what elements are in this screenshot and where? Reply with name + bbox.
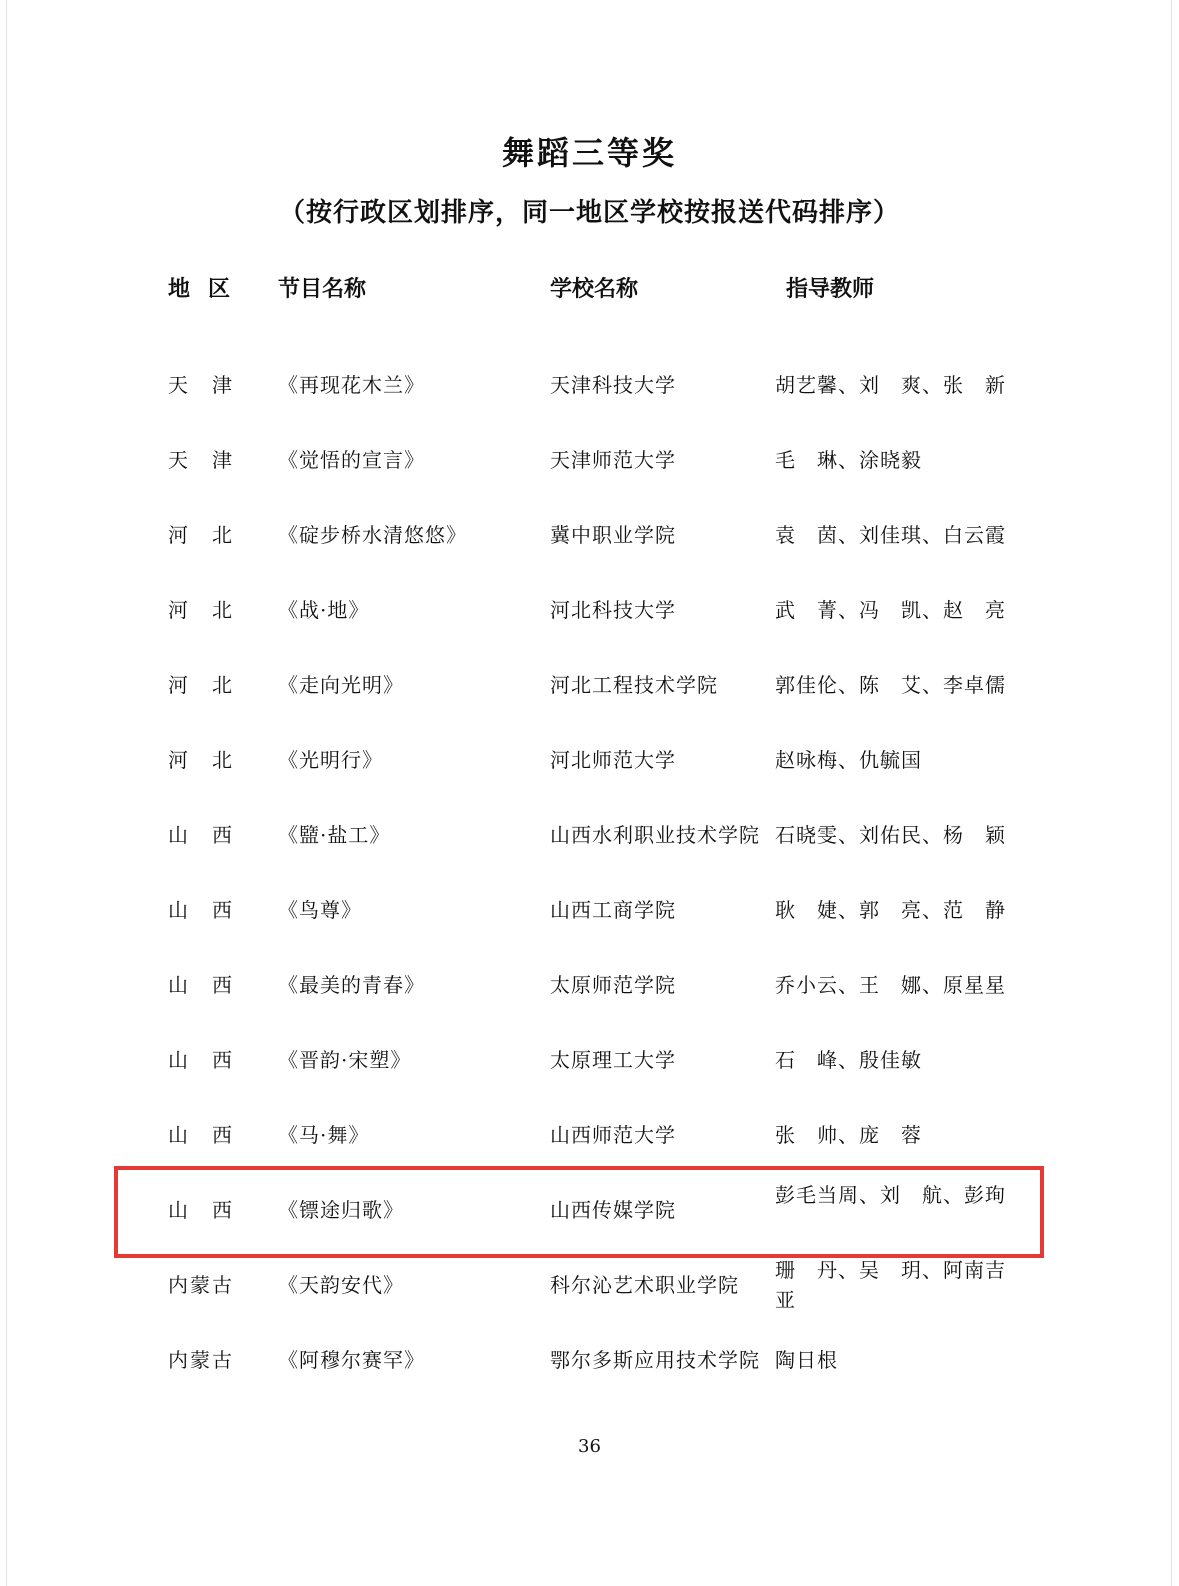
table-row [0, 1120, 1179, 1160]
row-region: 山 西 [168, 898, 234, 922]
row-program: 《战·地》 [278, 598, 370, 622]
row-school: 河北科技大学 [550, 598, 676, 622]
row-region: 内蒙古 [168, 1273, 234, 1297]
page-title: 舞蹈三等奖 [501, 134, 677, 172]
row-school: 天津师范大学 [550, 448, 676, 472]
table-row [0, 520, 1179, 560]
row-program: 《阿穆尔赛罕》 [278, 1348, 425, 1372]
header-school: 学校名称 [550, 277, 639, 302]
table-row [0, 1258, 1179, 1312]
row-school: 冀中职业学院 [550, 523, 676, 547]
row-school: 河北师范大学 [550, 748, 676, 772]
header-teacher: 指导教师 [786, 277, 875, 302]
page-number: 36 [578, 1436, 601, 1457]
row-region: 河 北 [168, 598, 234, 622]
row-teacher: 石 峰、殷佳敏 [775, 1048, 922, 1072]
row-region: 天 津 [168, 373, 234, 397]
row-region: 内蒙古 [168, 1348, 234, 1372]
row-program: 《再现花木兰》 [278, 373, 425, 397]
row-program: 《晋韵·宋塑》 [278, 1048, 412, 1072]
row-teacher: 武 菁、冯 凯、赵 亮 [775, 598, 1006, 622]
row-region: 山 西 [168, 973, 234, 997]
row-region: 山 西 [168, 823, 234, 847]
row-school: 鄂尔多斯应用技术学院 [550, 1348, 760, 1372]
row-program: 《碇步桥水清悠悠》 [278, 523, 467, 547]
row-region: 河 北 [168, 523, 234, 547]
row-teacher: 袁 茵、刘佳琪、白云霞 [775, 523, 1006, 547]
row-school: 太原理工大学 [550, 1048, 676, 1072]
row-teacher: 耿 婕、郭 亮、范 静 [775, 898, 1006, 922]
row-program: 《天韵安代》 [278, 1273, 404, 1297]
row-program: 《光明行》 [278, 748, 383, 772]
row-teacher: 彭毛当周、刘 航、彭珣 [775, 1183, 1006, 1207]
table-row [0, 820, 1179, 860]
table-row [0, 970, 1179, 1010]
row-region: 山 西 [168, 1048, 234, 1072]
table-row [0, 745, 1179, 785]
row-region: 山 西 [168, 1198, 234, 1222]
row-teacher: 陶日根 [775, 1348, 838, 1372]
table-row [0, 670, 1179, 710]
page-subtitle: （按行政区划排序，同一地区学校按报送代码排序） [278, 198, 900, 228]
table-row [0, 1045, 1179, 1085]
table-row [0, 595, 1179, 635]
row-teacher: 珊 丹、吴 玥、阿南吉亚 [775, 1258, 1006, 1312]
row-teacher: 赵咏梅、仇毓国 [775, 748, 922, 772]
row-program: 《最美的青春》 [278, 973, 425, 997]
row-school: 山西传媒学院 [550, 1198, 676, 1222]
row-school: 山西工商学院 [550, 898, 676, 922]
row-school: 山西水利职业技术学院 [550, 823, 760, 847]
row-school: 山西师范大学 [550, 1123, 676, 1147]
highlight-box [114, 1166, 1044, 1258]
row-teacher: 毛 琳、涂晓毅 [775, 448, 922, 472]
row-teacher: 张 帅、庞 蓉 [775, 1123, 922, 1147]
table-row [0, 1345, 1179, 1385]
row-school: 科尔沁艺术职业学院 [550, 1273, 739, 1297]
row-region: 河 北 [168, 748, 234, 772]
table-row [0, 895, 1179, 935]
header-program: 节目名称 [278, 277, 367, 302]
row-program: 《走向光明》 [278, 673, 404, 697]
row-school: 太原师范学院 [550, 973, 676, 997]
header-region: 地区 [168, 277, 249, 302]
row-teacher: 胡艺馨、刘 爽、张 新 [775, 373, 1006, 397]
row-teacher: 郭佳伦、陈 艾、李卓儒 [775, 673, 1006, 697]
row-school: 天津科技大学 [550, 373, 676, 397]
row-region: 山 西 [168, 1123, 234, 1147]
table-row [0, 370, 1179, 410]
row-program: 《镖途归歌》 [278, 1198, 404, 1222]
table-row [0, 445, 1179, 485]
row-teacher: 石晓雯、刘佑民、杨 颖 [775, 823, 1006, 847]
row-program: 《盬·盐工》 [278, 823, 391, 847]
row-region: 天 津 [168, 448, 234, 472]
row-school: 河北工程技术学院 [550, 673, 718, 697]
row-program: 《觉悟的宣言》 [278, 448, 425, 472]
row-region: 河 北 [168, 673, 234, 697]
row-teacher: 乔小云、王 娜、原星星 [775, 973, 1006, 997]
row-program: 《马·舞》 [278, 1123, 370, 1147]
row-program: 《鸟尊》 [278, 898, 362, 922]
